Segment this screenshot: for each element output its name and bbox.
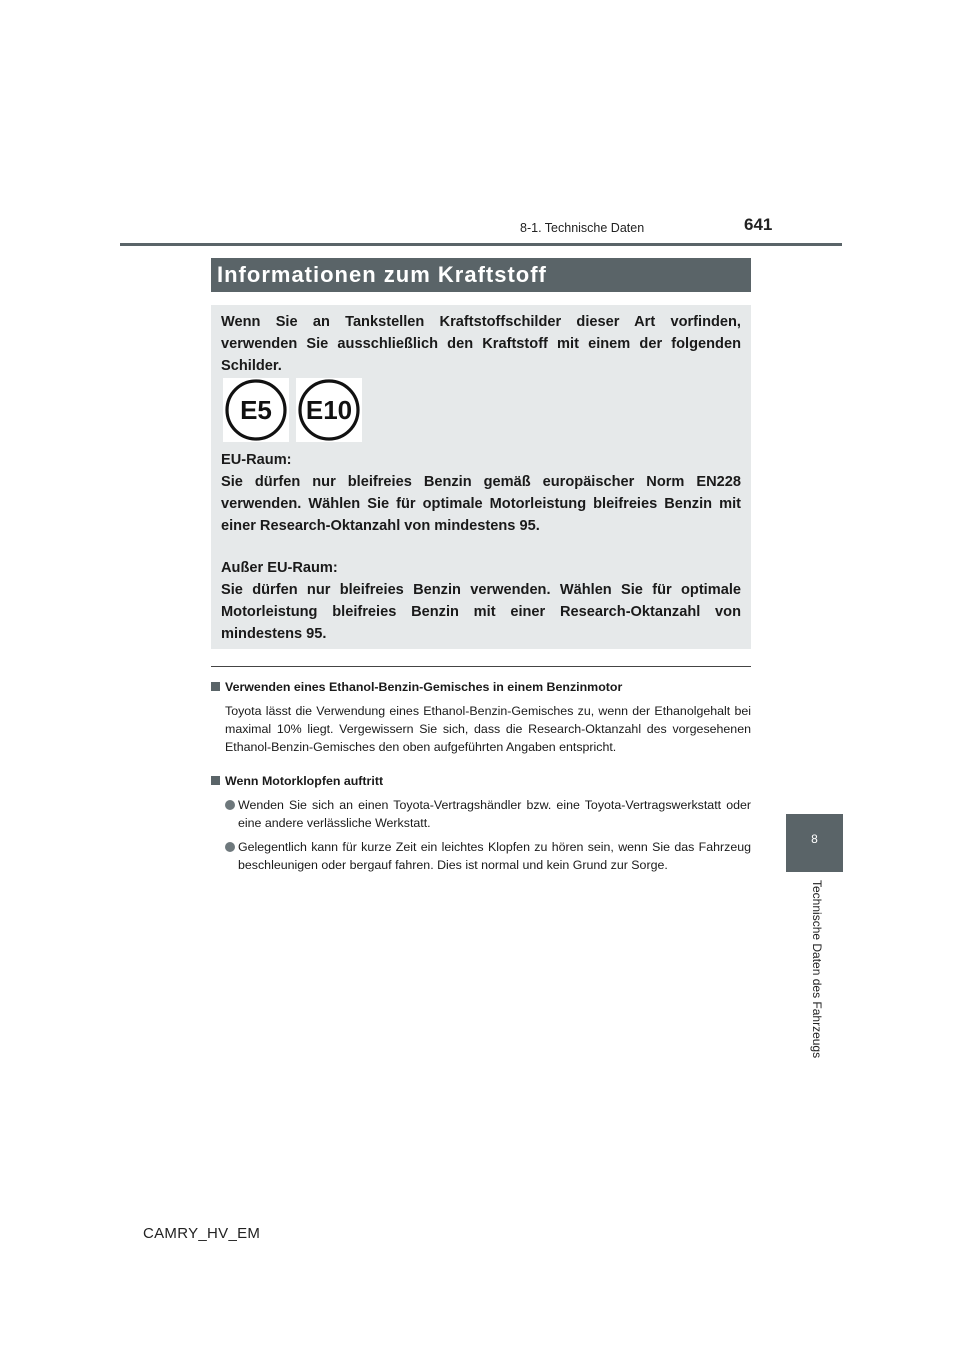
- note-knocking-heading-row: [211, 772, 751, 790]
- fuel-sign-e5-label: E5: [240, 395, 272, 425]
- fuel-intro-text: Wenn Sie an Tankstellen Kraftstoffschilder dieser Art vorfinden, verwenden Sie ausschließlich den Kraftstoff mit einem der folgenden Schilder.: [221, 314, 741, 374]
- fuel-sign-e10-label: E10: [305, 395, 353, 425]
- fuel-sign-e10: [296, 378, 362, 442]
- page-number: 641: [744, 215, 773, 234]
- circle-bullet-icon: [225, 842, 235, 852]
- fuel-sign-e5: [223, 378, 289, 442]
- header-divider: [120, 243, 842, 246]
- fuel-sign-e10-icon: [296, 378, 362, 442]
- note-ethanol-heading: Verwenden eines Ethanol-Benzin-Gemisches in einem Benzinmotor: [225, 680, 623, 694]
- chapter-tab: [786, 814, 843, 872]
- chapter-title-vertical: Technische Daten des Fahrzeugs: [810, 880, 824, 1059]
- note-knocking: [211, 772, 751, 874]
- square-bullet-icon: [211, 682, 220, 691]
- eu-label: EU-Raum:: [221, 452, 292, 468]
- non-eu-label: Außer EU-Raum:: [221, 560, 338, 576]
- note-ethanol: [211, 678, 751, 756]
- fuel-info-box: [211, 305, 751, 649]
- square-bullet-icon: [211, 776, 220, 785]
- bullet-text: Gelegentlich kann für kurze Zeit ein leichtes Klopfen zu hören sein, wenn Sie das Fahrzeug beschleunigen oder bergauf fahren. Dies ist normal und kein Grund zur Sorge.: [238, 840, 751, 872]
- section-divider: [211, 666, 751, 667]
- header-section-label: 8-1. Technische Daten: [520, 221, 645, 235]
- fuel-sign-e5-icon: [223, 378, 289, 442]
- chapter-number: 8: [811, 832, 818, 846]
- eu-text: Sie dürfen nur bleifreies Benzin gemäß europäischer Norm EN228 verwenden. Wählen Sie für optimale Motorleistung bleifreies Benzin mit einer Research-Oktanzahl von mindestens 95.: [221, 474, 741, 534]
- list-item: [225, 796, 751, 832]
- section-title-bar: [211, 258, 751, 292]
- bullet-text: Wenden Sie sich an einen Toyota-Vertragshändler bzw. eine Toyota-Vertragswerkstatt oder eine andere verlässliche Werkstatt.: [238, 798, 751, 830]
- footer-model-code: CAMRY_HV_EM: [143, 1225, 261, 1242]
- note-knocking-heading: Wenn Motorklopfen auftritt: [225, 774, 384, 788]
- list-item: [225, 838, 751, 874]
- note-ethanol-body: Toyota lässt die Verwendung eines Ethanol-Benzin-Gemisches zu, wenn der Ethanolgehalt bei maximal 10% liegt. Vergewissern Sie sich, dass die Research-Oktanzahl des vorgesehenen Ethanol-Benzin-Gemisches den oben aufgeführten Angaben entspricht.: [225, 704, 751, 754]
- section-title: Informationen zum Kraftstoff: [217, 262, 547, 287]
- non-eu-text: Sie dürfen nur bleifreies Benzin verwenden. Wählen Sie für optimale Motorleistung bleifreies Benzin mit einer Research-Oktanzahl von mindestens 95.: [221, 582, 741, 642]
- note-ethanol-heading-row: [211, 678, 751, 696]
- circle-bullet-icon: [225, 800, 235, 810]
